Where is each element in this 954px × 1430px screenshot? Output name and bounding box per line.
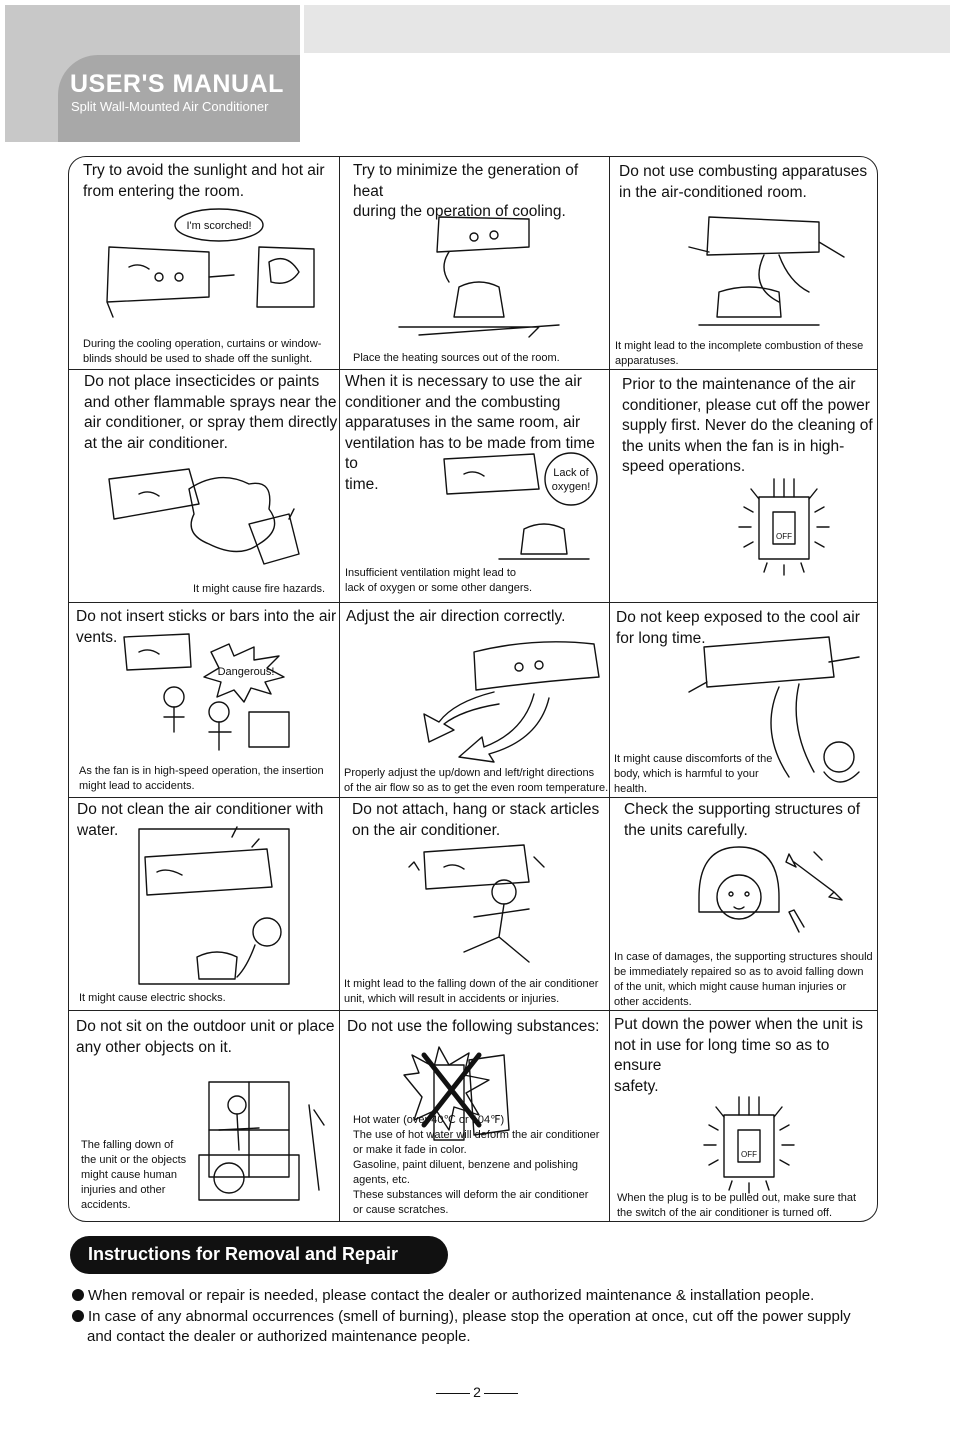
- tip-text-line: Try to minimize the generation of heat: [353, 162, 579, 200]
- bubble-text-dangerous: Dangerous!: [217, 666, 275, 678]
- instruction-bullet: [72, 1286, 872, 1306]
- tip-no-combusting-apparatus: [609, 157, 878, 369]
- tip-text-line: not in use for long time so as to ensure: [614, 1036, 830, 1074]
- tip-cut-off-power: [609, 369, 878, 602]
- safety-tips-grid: [68, 156, 878, 1222]
- bubble-text-scorched: I'm scorched!: [186, 220, 252, 232]
- tip-power-down-long-idle: [609, 1010, 878, 1222]
- tip-note-line: other accidents.: [614, 996, 692, 1008]
- tip-no-hanging-articles: [339, 797, 609, 1010]
- tip-text-line: time.: [345, 475, 379, 493]
- tip-text-line: Put down the power when the unit is: [614, 1016, 864, 1033]
- tip-text-line: Do not keep exposed to the cool air: [616, 609, 860, 626]
- switch-off-label: OFF: [776, 532, 792, 541]
- tip-text-line: any other objects on it.: [76, 1038, 232, 1056]
- tip-text-line: supply first. Never do the cleaning of: [622, 417, 873, 434]
- instruction-text: and contact the dealer or authorized maintenance people.: [87, 1328, 471, 1345]
- tip-text-line: Do not attach, hang or stack articles: [352, 801, 600, 818]
- tip-note-line: the unit or the objects: [81, 1154, 187, 1166]
- instruction-bullet: [72, 1307, 872, 1347]
- tip-text-line: Check the supporting structures of: [624, 801, 861, 818]
- tip-text-line: for long time.: [616, 629, 706, 647]
- tip-cool-air-exposure: [609, 602, 878, 797]
- tip-note-line: During the cooling operation, curtains or window-: [83, 338, 322, 350]
- tip-minimize-heat: [339, 157, 609, 369]
- tip-note-line: Hot water (over 40℃ or 104℉): [353, 1114, 505, 1126]
- air-direction-illustration: [414, 632, 609, 767]
- tip-text-line: Do not use the following substances:: [347, 1018, 600, 1035]
- tip-text-line: Do not place insecticides or paints: [84, 373, 320, 390]
- page-number: [0, 1384, 954, 1400]
- tip-note-line: The use of hot water will deform the air conditioner: [353, 1129, 600, 1141]
- tip-check-supports: [609, 797, 878, 1010]
- tip-text-line: conditioner and the combusting: [345, 393, 561, 411]
- outdoor-unit-illustration: [189, 1080, 329, 1210]
- tip-text-line: Do not clean the air conditioner with: [77, 801, 324, 818]
- tip-no-water-cleaning: [69, 797, 339, 1010]
- sticks-danger-illustration: [119, 632, 329, 757]
- instruction-text: When removal or repair is needed, please contact the dealer or authorized maintenance & installation people.: [88, 1287, 815, 1304]
- tip-note-line: These substances will deform the air conditioner: [353, 1189, 589, 1201]
- tip-note-line: accidents.: [81, 1199, 131, 1211]
- tip-note-line: It might lead to the incomplete combustion of these: [615, 340, 864, 352]
- tip-text-line: safety.: [614, 1077, 659, 1095]
- tip-note-line: Gasoline, paint diluent, benzene and polishing: [353, 1159, 579, 1171]
- header-band-right: [304, 5, 950, 53]
- tip-text-line: the units when the fan is in high-: [622, 437, 845, 455]
- tip-note-line: or make it fade in color.: [353, 1144, 467, 1156]
- tip-text-line: ventilation has to be made from time to: [345, 434, 595, 472]
- water-cleaning-illustration: [137, 827, 297, 987]
- heat-kettle-illustration: [379, 207, 579, 337]
- tip-note-line: Properly adjust the up/down and left/right directions: [344, 767, 595, 779]
- manual-title: USER'S MANUAL: [70, 70, 284, 98]
- manual-subtitle: Split Wall-Mounted Air Conditioner: [71, 99, 269, 114]
- tip-text-line: air conditioner, or spray them directly: [84, 414, 338, 431]
- sunlight-illustration: [99, 207, 329, 327]
- tip-text-line: in the air-conditioned room.: [619, 183, 807, 201]
- tip-text-line: Do not insert sticks or bars into the air: [76, 608, 337, 625]
- tip-note-line: apparatuses.: [615, 355, 679, 367]
- tip-text-line: and other flammable sprays near the: [84, 393, 337, 411]
- tip-note-line: It might lead to the falling down of the air conditioner: [344, 978, 599, 990]
- tip-note-line: the switch of the air conditioner is turned off.: [617, 1207, 833, 1219]
- page-number-value: 2: [473, 1384, 481, 1400]
- tip-note-line: It might cause electric shocks.: [79, 992, 226, 1004]
- tip-note-line: The falling down of: [81, 1139, 174, 1151]
- section-heading: Instructions for Removal and Repair: [88, 1244, 399, 1264]
- tip-note-line: might lead to accidents.: [79, 780, 195, 792]
- tip-note-line: It might cause discomforts of the: [614, 753, 773, 765]
- tip-text-line: vents.: [76, 628, 118, 646]
- hanging-fall-illustration: [404, 837, 564, 972]
- instruction-text: In case of any abnormal occurrences (smell of burning), please stop the operation at once, cut off the power supply: [88, 1308, 851, 1325]
- tip-note-line: or cause scratches.: [353, 1204, 449, 1216]
- tip-note-line: Insufficient ventilation might lead to: [345, 567, 517, 579]
- tip-text-line: at the air conditioner.: [84, 434, 228, 452]
- power-switch-icon: [694, 1095, 804, 1200]
- tip-note-line: of the air flow so as to get the even room temperature.: [344, 782, 609, 794]
- tip-text-line: When it is necessary to use the air: [345, 373, 582, 390]
- tip-text-line: Do not use combusting apparatuses: [619, 163, 868, 180]
- tip-note-line: health.: [614, 783, 648, 795]
- tip-note-line: body, which is harmful to your: [614, 768, 759, 780]
- tip-note-line: injuries and other: [81, 1184, 166, 1196]
- tip-note-line: agents, etc.: [353, 1174, 410, 1186]
- tip-prohibited-substances: [339, 1010, 609, 1222]
- tip-text-line: during the operation of cooling.: [353, 203, 566, 220]
- tip-note-line: Place the heating sources out of the room.: [353, 352, 560, 364]
- girl-wrench-illustration: [694, 842, 854, 942]
- tip-avoid-sunlight: [69, 157, 339, 369]
- tip-note-line: When the plug is to be pulled out, make sure that: [617, 1192, 857, 1204]
- tip-adjust-air-direction: [339, 602, 609, 797]
- bullet-dot-icon: [72, 1310, 84, 1322]
- tip-text-line: water.: [77, 821, 119, 839]
- tip-no-sitting-outdoor-unit: [69, 1010, 339, 1222]
- tip-text-line: Adjust the air direction correctly.: [346, 608, 566, 625]
- tip-text-line: apparatuses in the same room, air: [345, 414, 581, 431]
- tip-no-sticks: [69, 602, 339, 797]
- combustion-illustration: [669, 207, 869, 332]
- tip-note-line: It might cause fire hazards.: [193, 583, 326, 595]
- lack-of-oxygen-illustration: [439, 449, 609, 564]
- tip-text-line: conditioner, please cut off the power: [622, 396, 870, 414]
- tip-note-line: lack of oxygen or some other dangers.: [345, 582, 533, 594]
- bubble-text-oxygen: oxygen!: [551, 481, 591, 493]
- tip-note-line: might cause human: [81, 1169, 177, 1181]
- tip-note-line: of the unit, which might cause human injuries or: [614, 981, 847, 993]
- tip-text-line: Prior to the maintenance of the air: [622, 376, 856, 393]
- tip-note-line: unit, which will result in accidents or injuries.: [344, 993, 560, 1005]
- tip-text-line: from entering the room.: [83, 182, 245, 200]
- tip-text-line: Try to avoid the sunlight and hot air: [83, 162, 325, 179]
- bullet-dot-icon: [72, 1289, 84, 1301]
- tip-note-line: be immediately repaired so as to avoid falling down: [614, 966, 864, 978]
- switch-off-label: OFF: [741, 1150, 757, 1159]
- tip-note-line: blinds should be used to shade off the sunlight.: [83, 353, 313, 365]
- spray-illustration: [99, 464, 319, 579]
- tip-text-line: on the air conditioner.: [352, 821, 501, 839]
- tip-text-line: Do not sit on the outdoor unit or place: [76, 1018, 335, 1035]
- tip-ventilation: [339, 369, 609, 602]
- tip-text-line: speed operations.: [622, 458, 746, 475]
- tip-note-line: As the fan is in high-speed operation, the insertion: [79, 765, 324, 777]
- bubble-text-lack-of: Lack of: [553, 467, 589, 479]
- tip-text-line: the units carefully.: [624, 821, 748, 839]
- power-switch-icon: [729, 477, 839, 587]
- tip-no-flammable-sprays: [69, 369, 339, 602]
- tip-note-line: In case of damages, the supporting structures should: [614, 951, 873, 963]
